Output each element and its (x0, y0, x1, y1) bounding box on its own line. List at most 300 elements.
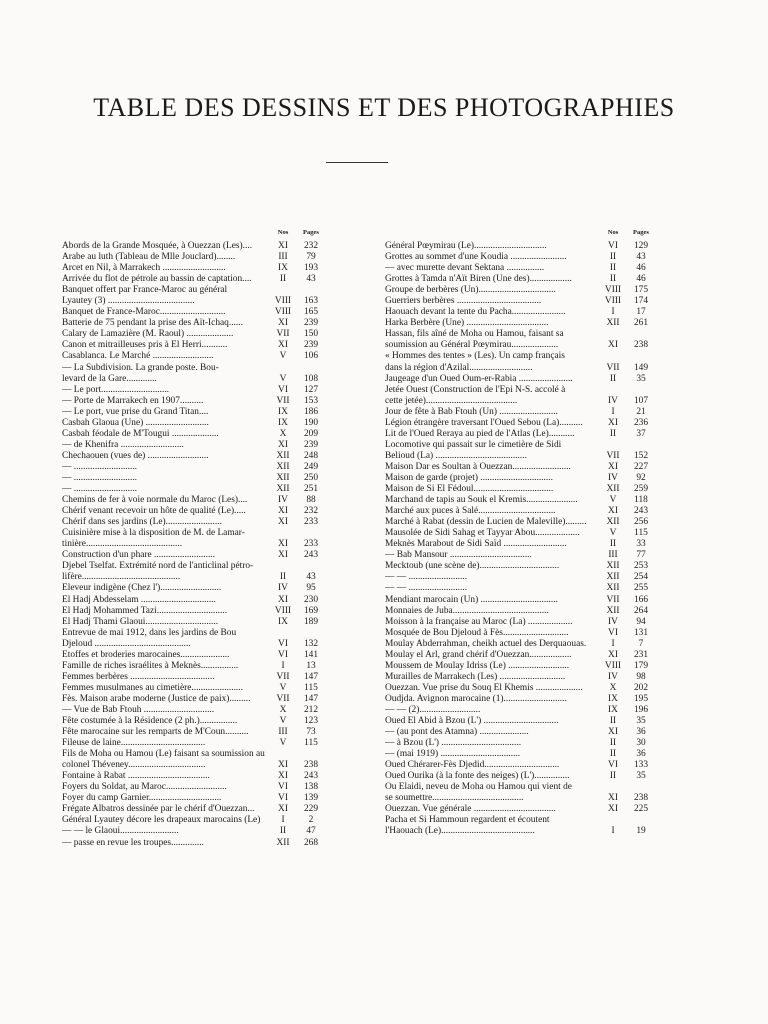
entry-page: 165 (303, 307, 319, 318)
entry-title: Murailles de Marrakech (Les) ............................ (385, 671, 566, 682)
entry-title: Etoffes et broderies marocaines..................... (62, 649, 230, 660)
entry-title: Harka Berbère (Une) ................................... (385, 318, 549, 329)
entry-number: XI (278, 318, 288, 329)
entry-page: 36 (636, 749, 646, 760)
entry-page: 35 (636, 716, 646, 727)
entry-number: V (279, 738, 287, 749)
index-entry (385, 583, 655, 594)
entry-page: 233 (303, 517, 319, 528)
entry-number: V (279, 373, 287, 384)
entry-title: Banquet offert par France-Maroc au général (62, 285, 228, 296)
index-entry (385, 760, 655, 771)
entry-page: 166 (633, 594, 649, 605)
entry-title: Femmes musulmanes au cimetière...................... (62, 682, 243, 693)
index-entry (385, 826, 655, 837)
entry-number: IV (278, 495, 288, 506)
index-entry (62, 451, 325, 462)
index-entry (385, 694, 655, 705)
entry-number: XI (608, 417, 618, 428)
entry-title: — Vue de Bab Ftouh .............................. (62, 704, 215, 715)
entry-number: XII (606, 318, 620, 329)
entry-title: — — (2).......................... (385, 704, 481, 715)
entry-title: — de Khenifra ........................... (62, 439, 184, 450)
entry-page: 264 (633, 605, 649, 616)
entry-title: Grottes au sommet d'une Koudia ........................ (385, 252, 567, 263)
entry-page: 133 (633, 760, 649, 771)
index-entry (385, 363, 655, 374)
entry-title: Jaugeage d'un Oued Oum-er-Rabia ....................... (385, 373, 573, 384)
entry-title: Ouezzan. Vue générale ................................... (385, 804, 556, 815)
entry-title: — Le port............................. (62, 384, 170, 395)
entry-number: VI (278, 793, 288, 804)
index-entry (62, 826, 325, 837)
entry-title: Cuisinière mise à la disposition de M. de Lamar- (62, 528, 245, 539)
index-entry (385, 550, 655, 561)
index-entry (62, 484, 325, 495)
entry-title: Moulay Abderrahman, cheikh actuel des Derquaouas. (385, 638, 587, 649)
entry-number: XII (606, 572, 620, 583)
entry-title: Hassan, fils aîné de Moha ou Hamou, faisant sa (385, 329, 564, 340)
index-entry (385, 561, 655, 572)
index-entry (62, 263, 325, 274)
index-entry (62, 639, 325, 650)
entry-title: — — le Glaoui......................... (62, 826, 179, 837)
entry-number: III (278, 727, 288, 738)
entry-page: 98 (636, 671, 646, 682)
entry-page: 147 (303, 693, 319, 704)
entry-title: Casablanca. Le Marché .......................... (62, 351, 214, 362)
title-divider (326, 162, 388, 163)
index-entry (62, 606, 325, 617)
index-entry (385, 351, 655, 362)
entry-title: Djeloud ......................................... (62, 638, 191, 649)
entry-title: Marchand de tapis au Souk el Kremis...................... (385, 495, 578, 506)
index-entry (62, 329, 325, 340)
index-entry (62, 572, 325, 583)
entry-page: 233 (303, 539, 319, 550)
entry-number: II (279, 572, 287, 583)
entry-page: 212 (303, 704, 319, 715)
entry-number: XI (608, 649, 618, 660)
index-entry (385, 782, 655, 793)
entry-title: dans la région d'Azilal........................... (385, 362, 533, 373)
entry-title: Famille de riches israélites à Meknès................ (62, 660, 239, 671)
index-entry (385, 661, 655, 672)
index-entry (62, 815, 325, 826)
index-entry (62, 307, 325, 318)
entry-title: Arcet en Nil, à Marrakech ........................... (62, 263, 226, 274)
entry-number: IX (278, 263, 288, 274)
index-entry (385, 804, 655, 815)
entry-title: Arabe au luth (Tableau de Mlle Jouclard)........ (62, 252, 236, 263)
entry-title: — Le port, vue prise du Grand Titan.... (62, 406, 209, 417)
entry-page: 243 (633, 506, 649, 517)
entry-title: levard de la Gare............. (62, 373, 157, 384)
index-entry (385, 617, 655, 628)
entry-title: Fête costumée à la Résidence (2 ph.)................ (62, 716, 238, 727)
index-entry (62, 838, 325, 849)
entry-page: 33 (636, 539, 646, 550)
entry-page: 249 (303, 461, 319, 472)
index-entry (62, 429, 325, 440)
entry-page: 115 (304, 682, 318, 693)
entry-title: Batterie de 75 pendant la prise des Aït-Ichaq...... (62, 318, 243, 329)
entry-title: tinière......................................... (62, 539, 183, 550)
index-entry (62, 650, 325, 661)
entry-page: 259 (633, 484, 649, 495)
entry-number: IX (608, 693, 618, 704)
entry-title: Maison de Si El Fédoul.................................. (385, 484, 554, 495)
entry-number: VI (608, 760, 618, 771)
entry-number: I (281, 660, 285, 671)
entry-page: 189 (303, 616, 319, 627)
entry-title: Lit de l'Oued Reraya au pied de l'Atlas (Le)........... (385, 428, 575, 439)
entry-number: XII (606, 605, 620, 616)
entry-page: 251 (303, 484, 319, 495)
entry-number: VI (278, 649, 288, 660)
index-entry (385, 274, 655, 285)
entry-title: cette jetée)....................................... (385, 395, 518, 406)
entry-page: 149 (633, 362, 649, 373)
entry-title: Chechaouen (vues de) .......................... (62, 450, 209, 461)
entry-number: I (281, 815, 285, 826)
entry-page: 46 (636, 274, 646, 285)
entry-page: 115 (634, 528, 648, 539)
index-entry (62, 661, 325, 672)
entry-number: III (608, 550, 618, 561)
index-entry (62, 407, 325, 418)
index-entry (62, 385, 325, 396)
entry-number: II (279, 274, 287, 285)
index-entry (385, 716, 655, 727)
entry-title: Fils de Moha ou Hamou (Le) faisant sa soumission au (62, 749, 265, 760)
index-entry (62, 705, 325, 716)
entry-title: Construction d'un phare .......................... (62, 550, 215, 561)
entry-page: 229 (303, 804, 319, 815)
entry-title: soumission au Général Pœymirau.................... (385, 340, 559, 351)
entry-page: 147 (303, 671, 319, 682)
page-title: TABLE DES DESSINS ET DES PHOTOGRAPHIES (93, 93, 675, 122)
entry-page: 230 (303, 594, 319, 605)
index-entry (385, 296, 655, 307)
entry-page: 232 (303, 506, 319, 517)
index-entry (385, 451, 655, 462)
entry-title: Mendiant marocain (Un) ................................. (385, 594, 558, 605)
index-entry (385, 285, 655, 296)
entry-number: XI (608, 340, 618, 351)
entry-number: XII (276, 461, 290, 472)
entry-title: — (au pont des Atamna) ..................... (385, 727, 529, 738)
entry-number: II (609, 749, 617, 760)
entry-number: X (279, 704, 287, 715)
entry-title: Canon et mitrailleuses pris à El Herri........... (62, 340, 228, 351)
entry-page: 250 (303, 472, 319, 483)
entry-page: 243 (303, 550, 319, 561)
entry-title: Chérif venant recevoir un hôte de qualité (Le)..... (62, 506, 246, 517)
index-entry (385, 683, 655, 694)
entry-page: 255 (633, 583, 649, 594)
entry-page: 225 (633, 804, 649, 815)
entry-page: 239 (303, 439, 319, 450)
entry-number: VII (276, 693, 290, 704)
entry-number: IV (278, 583, 288, 594)
entry-page: 77 (636, 550, 646, 561)
entry-title: Haouach devant la tente du Pacha....................... (385, 307, 566, 318)
entry-number: VII (606, 594, 620, 605)
index-entry (62, 683, 325, 694)
index-entry (62, 583, 325, 594)
index-entry (62, 418, 325, 429)
entry-page: 248 (303, 450, 319, 461)
entry-number: V (609, 528, 617, 539)
entry-page: 231 (633, 649, 649, 660)
entry-number: V (609, 495, 617, 506)
entry-page: 253 (633, 561, 649, 572)
pages-header: Pages (633, 229, 649, 236)
entry-number: XI (278, 539, 288, 550)
entry-page: 47 (306, 826, 316, 837)
entry-number: XI (608, 506, 618, 517)
entry-page: 30 (636, 738, 646, 749)
index-entry (62, 771, 325, 782)
entry-title: Pacha et Si Hammoun regardent et écoutent (385, 815, 550, 826)
index-entry (385, 539, 655, 550)
entry-title: colonel Théveney................................. (62, 760, 206, 771)
entry-number: IX (278, 417, 288, 428)
index-entry (385, 672, 655, 683)
number-header: Nos (607, 229, 619, 236)
index-entry (385, 307, 655, 318)
entry-title: Maison Dar es Soultan à Ouezzan......................... (385, 461, 571, 472)
entry-title: Grottes à Tamda n'Aït Biren (Une des).................. (385, 274, 572, 285)
index-entry (385, 429, 655, 440)
entry-title: Abords de la Grande Mosquée, à Ouezzan (Les).... (62, 241, 253, 251)
entry-page: 108 (303, 373, 319, 384)
entry-number: XI (278, 241, 288, 251)
index-entry (385, 517, 655, 528)
entry-title: Guerriers berbères .................................... (385, 296, 542, 307)
entry-number: XII (276, 472, 290, 483)
index-entry (385, 506, 655, 517)
entry-number: VI (608, 627, 618, 638)
entry-title: Ou Elaidi, neveu de Moha ou Hamou qui vient de (385, 782, 572, 793)
entry-title: Banquet de France-Maroc............................ (62, 307, 226, 318)
entry-title: — ........................... (62, 484, 137, 495)
index-entry (385, 440, 655, 451)
index-entry (62, 318, 325, 329)
pages-header: Pages (303, 229, 319, 236)
entry-page: 174 (633, 296, 649, 307)
index-entry (385, 572, 655, 583)
entry-number: IV (608, 395, 618, 406)
entry-page: 131 (633, 627, 649, 638)
index-entry (62, 550, 325, 561)
index-entry (385, 263, 655, 274)
index-entry (62, 351, 325, 362)
index-entry (62, 506, 325, 517)
entry-page: 17 (636, 307, 646, 318)
entry-number: IX (278, 406, 288, 417)
index-entry (62, 252, 325, 263)
column-header (62, 227, 325, 241)
entry-number: II (609, 539, 617, 550)
entry-title: Légion étrangère traversant l'Oued Sebou (La).......... (385, 417, 583, 428)
entry-number: II (609, 373, 617, 384)
entry-number: VIII (274, 307, 292, 318)
index-entry (62, 241, 325, 252)
entry-title: Casbah féodale de M'Tougui .................... (62, 428, 219, 439)
index-entry (62, 793, 325, 804)
entry-number: XI (278, 594, 288, 605)
index-entry (385, 340, 655, 351)
entry-number: XI (608, 461, 618, 472)
entry-page: 268 (303, 837, 319, 848)
entry-number: VI (278, 384, 288, 395)
entry-page: 79 (306, 252, 316, 263)
entry-number: XI (278, 771, 288, 782)
index-entry (385, 473, 655, 484)
entry-number: II (609, 252, 617, 263)
entry-page: 254 (633, 572, 649, 583)
entry-number: XI (278, 550, 288, 561)
entry-title: — ........................... (62, 472, 137, 483)
index-entry (385, 418, 655, 429)
index-entry (385, 815, 655, 826)
index-entry (385, 396, 655, 407)
entry-page: 2 (308, 815, 314, 826)
entry-number: XI (278, 439, 288, 450)
entry-page: 169 (303, 605, 319, 616)
entry-title: Meknès Marabout de Sidi Saïd ........................... (385, 539, 567, 550)
entry-page: 123 (303, 716, 319, 727)
entry-page: 7 (638, 638, 644, 649)
entry-title: Chemins de fer à voie normale du Maroc (Les).... (62, 495, 248, 506)
entry-page: 43 (306, 274, 316, 285)
entry-page: 92 (636, 472, 646, 483)
entry-number: VIII (604, 660, 622, 671)
entry-page: 127 (303, 384, 319, 395)
index-entry (62, 804, 325, 815)
entry-page: 243 (303, 771, 319, 782)
entry-page: 106 (303, 351, 319, 362)
index-entry (62, 749, 325, 760)
entry-title: Jour de fête à Bab Ftouh (Un) ......................... (385, 406, 558, 417)
entry-number: VI (278, 638, 288, 649)
entry-title: — ........................... (62, 461, 137, 472)
index-entry (385, 484, 655, 495)
entry-title: Moisson à la française au Maroc (La) ................... (385, 616, 573, 627)
entry-number: X (279, 428, 287, 439)
entry-page: 239 (303, 340, 319, 351)
entry-page: 238 (303, 760, 319, 771)
index-entry (62, 462, 325, 473)
index-entry (62, 694, 325, 705)
index-entry (385, 462, 655, 473)
entry-number: XII (276, 450, 290, 461)
entry-title: Moussem de Moulay Idriss (Le) .......................... (385, 660, 570, 671)
entry-page: 152 (633, 450, 649, 461)
entry-page: 107 (633, 395, 649, 406)
entry-number: I (611, 638, 615, 649)
entry-page: 35 (636, 373, 646, 384)
index-entry (62, 760, 325, 771)
entry-title: — — ......................... (385, 583, 468, 594)
entry-title: Foyers du Soldat, au Maroc.......................... (62, 782, 227, 793)
entry-title: Djebel Tselfat. Extrémité nord de l'anticlinal pétro- (62, 561, 254, 572)
entry-number: II (279, 826, 287, 837)
entry-page: 175 (633, 285, 649, 296)
entry-title: l'Haouach (Le)........................................ (385, 826, 535, 837)
index-entry (62, 782, 325, 793)
index-entry (385, 771, 655, 782)
index-entry (62, 716, 325, 727)
entry-number: IV (608, 671, 618, 682)
entry-title: — à Bzou (L') .................................. (385, 738, 522, 749)
entry-page: 227 (633, 461, 649, 472)
entry-title: — Porte de Marrakech en 1907.......... (62, 395, 204, 406)
entry-page: 141 (303, 649, 319, 660)
entry-number: VII (276, 671, 290, 682)
entry-title: Oued El Abid à Bzou (L') ................................ (385, 716, 559, 727)
entry-title: lifère.......................................... (62, 572, 181, 583)
entry-number: XII (276, 484, 290, 495)
entry-number: IV (608, 472, 618, 483)
entry-number: VIII (604, 296, 622, 307)
entry-title: El Hadj Mohammed Tazi.............................. (62, 605, 228, 616)
entry-page: 19 (636, 826, 646, 837)
index-entry (62, 561, 325, 572)
index-entry (62, 539, 325, 550)
entry-title: Fès. Maison arabe moderne (Justice de paix)......... (62, 693, 251, 704)
entry-title: Général Pœymirau (Le)............................... (385, 241, 547, 251)
entry-page: 256 (633, 517, 649, 528)
index-entry (385, 252, 655, 263)
entry-page: 129 (633, 241, 649, 251)
entry-number: XI (278, 506, 288, 517)
index-column-left (62, 227, 325, 849)
entry-number: II (609, 263, 617, 274)
entry-title: Groupe de berbères (Un)................................. (385, 285, 556, 296)
entry-title: Calary de Lamazière (M. Raoul) .................... (62, 329, 234, 340)
entry-number: VII (606, 362, 620, 373)
entry-title: Fileuse de laine.................................... (62, 738, 206, 749)
entry-number: XII (606, 561, 620, 572)
entry-title: Locomotive qui passait sur le cimetière de Sidi (385, 439, 562, 450)
entry-number: IX (608, 704, 618, 715)
entry-number: VI (608, 241, 618, 251)
entry-title: Chérif dans ses jardins (Le)........................ (62, 517, 222, 528)
number-header: Nos (277, 229, 289, 236)
entry-page: 115 (304, 738, 318, 749)
entry-title: Frégate Albatros dessinée par le chérif d'Ouezzan... (62, 804, 255, 815)
entry-number: III (278, 252, 288, 263)
entry-number: VIII (274, 296, 292, 307)
index-entry (62, 617, 325, 628)
entry-number: II (609, 716, 617, 727)
entry-page: 186 (303, 406, 319, 417)
index-entry (385, 738, 655, 749)
entry-title: Oued Ourika (à la fonte des neiges) (L')............... (385, 771, 570, 782)
entry-number: X (609, 682, 617, 693)
entry-page: 88 (306, 495, 316, 506)
entry-title: Arrivée du flot de pétrole au bassin de captation.... (62, 274, 252, 285)
entry-page: 179 (633, 660, 649, 671)
index-entry (62, 738, 325, 749)
index-entry (385, 528, 655, 539)
index-entry (385, 606, 655, 617)
entry-page: 94 (636, 616, 646, 627)
entry-page: 150 (303, 329, 319, 340)
